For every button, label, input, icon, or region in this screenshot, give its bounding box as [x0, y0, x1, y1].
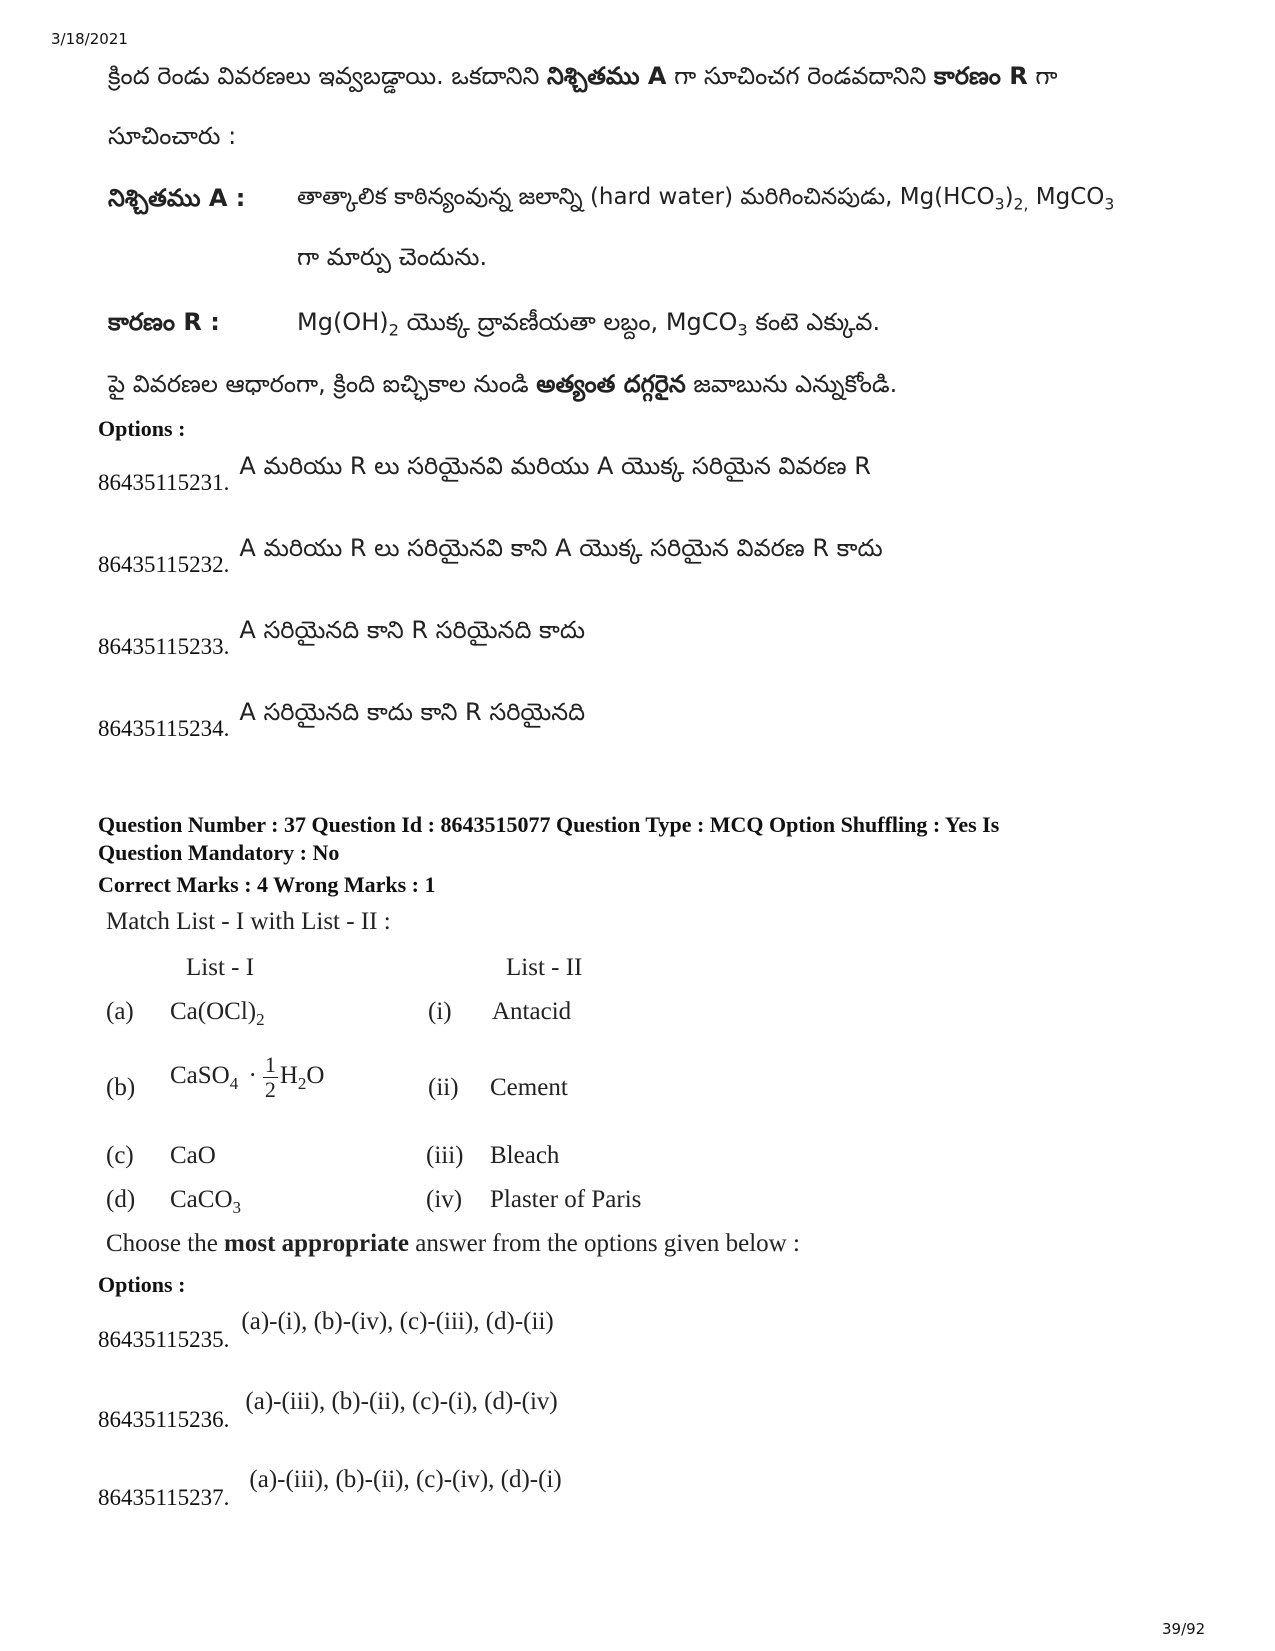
options-label: Options : [98, 416, 186, 441]
options-label: Options : [98, 1272, 186, 1297]
formula-part: H [279, 1062, 298, 1090]
row-formula [170, 1186, 241, 1217]
option-row[interactable] [98, 698, 586, 741]
question-meta-line-3: Correct Marks : 4 Wrong Marks : 1 [98, 872, 436, 897]
option-id: 86435115236. [98, 1407, 230, 1432]
row-num: (i) [428, 998, 452, 1025]
instruction-emphasis: అత్యంత దగ్గరైన [536, 370, 686, 398]
row-formula [170, 998, 265, 1029]
row-formula [170, 1142, 216, 1170]
option-row[interactable] [98, 1466, 562, 1510]
subscript: 2 [297, 1074, 307, 1094]
formula-part: O [306, 1062, 325, 1090]
option-text: A సరియైనది కాదు కాని R సరియైనది [239, 698, 586, 726]
question-meta-line-1: Question Number : 37 Question Id : 8643515077 Question Type : MCQ Option Shuffling : Yes Is [98, 812, 1000, 837]
question-prompt: Match List - I with List - II : [106, 908, 391, 935]
reason-text-part: యొక్క ద్రావణీయతా లబ్దం, MgCO [399, 308, 738, 336]
assertion-text-part: తాత్కాలిక కాఠిన్యంవున్న జలాన్ని (hard water) మరిగించినపుడు, Mg(HCO [297, 184, 995, 210]
subscript: 2, [1013, 194, 1029, 214]
row-num: (iii) [426, 1142, 464, 1169]
subscript: 2 [388, 320, 399, 340]
subscript: 3 [232, 1197, 241, 1217]
reason-text [297, 308, 880, 342]
option-row[interactable] [98, 616, 586, 659]
subscript: 2 [256, 1009, 265, 1029]
intro-line-1 [108, 62, 1058, 96]
intro-line-2: సూచించారు : [108, 122, 237, 150]
choose-part: Choose the [106, 1230, 225, 1257]
assertion-label: నిశ్చితము A : [108, 184, 246, 212]
formula-part: Ca(OCl) [170, 998, 257, 1025]
instruction-line [108, 370, 897, 404]
subscript: 3 [737, 320, 748, 340]
assertion-term: నిశ్చితము A [547, 62, 667, 90]
row-key: (d) [106, 1186, 136, 1213]
option-row[interactable] [98, 534, 883, 577]
option-id: 86435115233. [98, 634, 230, 659]
formula-part: CaCO [170, 1186, 233, 1213]
choose-instruction [106, 1230, 800, 1258]
reason-text-part: కంటె ఎక్కువ. [747, 308, 881, 336]
intro-text-part: గా సూచించగ రెండవదానిని [666, 62, 934, 90]
row-key: (c) [106, 1142, 134, 1169]
choose-emphasis: most appropriate [224, 1230, 409, 1257]
fraction-denominator: 2 [264, 1077, 276, 1102]
formula-part: CaSO [170, 1062, 230, 1090]
assertion-text [297, 184, 1114, 216]
option-row[interactable] [98, 1308, 554, 1352]
instruction-part: పై వివరణల ఆధారంగా, క్రింది ఐచ్ఛికాల నుండి [108, 370, 537, 398]
option-row[interactable] [98, 452, 871, 495]
row-use: Cement [490, 1074, 568, 1101]
assertion-text-part: ) [1004, 184, 1014, 210]
row-use: Bleach [490, 1142, 560, 1169]
instruction-part: జవాబును ఎన్నుకోండి. [685, 370, 898, 398]
reason-term: కారణం R [933, 62, 1028, 90]
assertion-line-2: గా మార్పు చెందును. [297, 243, 488, 271]
option-text: A సరియైనది కాని R సరియైనది కాదు [239, 616, 586, 644]
print-date: 3/18/2021 [51, 30, 128, 48]
row-use: Antacid [492, 998, 572, 1025]
option-text: A మరియు R లు సరియైనవి మరియు A యొక్క సరియైన వివరణ R [239, 452, 871, 480]
fraction-numerator: 1 [264, 1052, 276, 1077]
intro-text-part: క్రింద రెండు వివరణలు ఇవ్వబడ్డాయి. ఒకదానిని [108, 62, 548, 90]
page-number: 39/92 [1162, 1620, 1206, 1638]
reason-label: కారణం R : [108, 308, 220, 336]
row-num: (iv) [426, 1186, 463, 1213]
option-id: 86435115234. [98, 716, 230, 741]
option-text: (a)-(iii), (b)-(ii), (c)-(iv), (d)-(i) [249, 1466, 562, 1493]
list-2-header: List - II [506, 954, 583, 981]
row-key: (a) [106, 998, 134, 1025]
subscript: 3 [994, 194, 1005, 214]
intro-text-part: గా [1027, 62, 1058, 90]
option-id: 86435115235. [98, 1327, 230, 1352]
formula-part: CaO [170, 1142, 216, 1169]
reason-text-part: Mg(OH) [297, 308, 389, 336]
formula-dot: · [248, 1062, 257, 1090]
row-use: Plaster of Paris [490, 1186, 642, 1213]
subscript: 4 [229, 1074, 239, 1094]
option-id: 86435115232. [98, 552, 230, 577]
option-text: (a)-(iii), (b)-(ii), (c)-(i), (d)-(iv) [245, 1388, 558, 1415]
list-1-header: List - I [186, 954, 255, 981]
row-key: (b) [106, 1074, 136, 1101]
row-num: (ii) [428, 1074, 459, 1101]
question-meta-line-2: Question Mandatory : No [98, 840, 340, 865]
assertion-text-part: MgCO [1028, 184, 1105, 210]
subscript: 3 [1104, 194, 1115, 214]
row-formula [170, 1054, 324, 1101]
option-id: 86435115237. [98, 1485, 230, 1510]
option-row[interactable] [98, 1388, 558, 1432]
option-text: A మరియు R లు సరియైనవి కాని A యొక్క సరియైన వివరణ R కాదు [239, 534, 883, 562]
choose-part: answer from the options given below : [409, 1230, 800, 1257]
option-text: (a)-(i), (b)-(iv), (c)-(iii), (d)-(ii) [241, 1308, 554, 1335]
option-id: 86435115231. [98, 470, 230, 495]
fraction [263, 1054, 278, 1101]
